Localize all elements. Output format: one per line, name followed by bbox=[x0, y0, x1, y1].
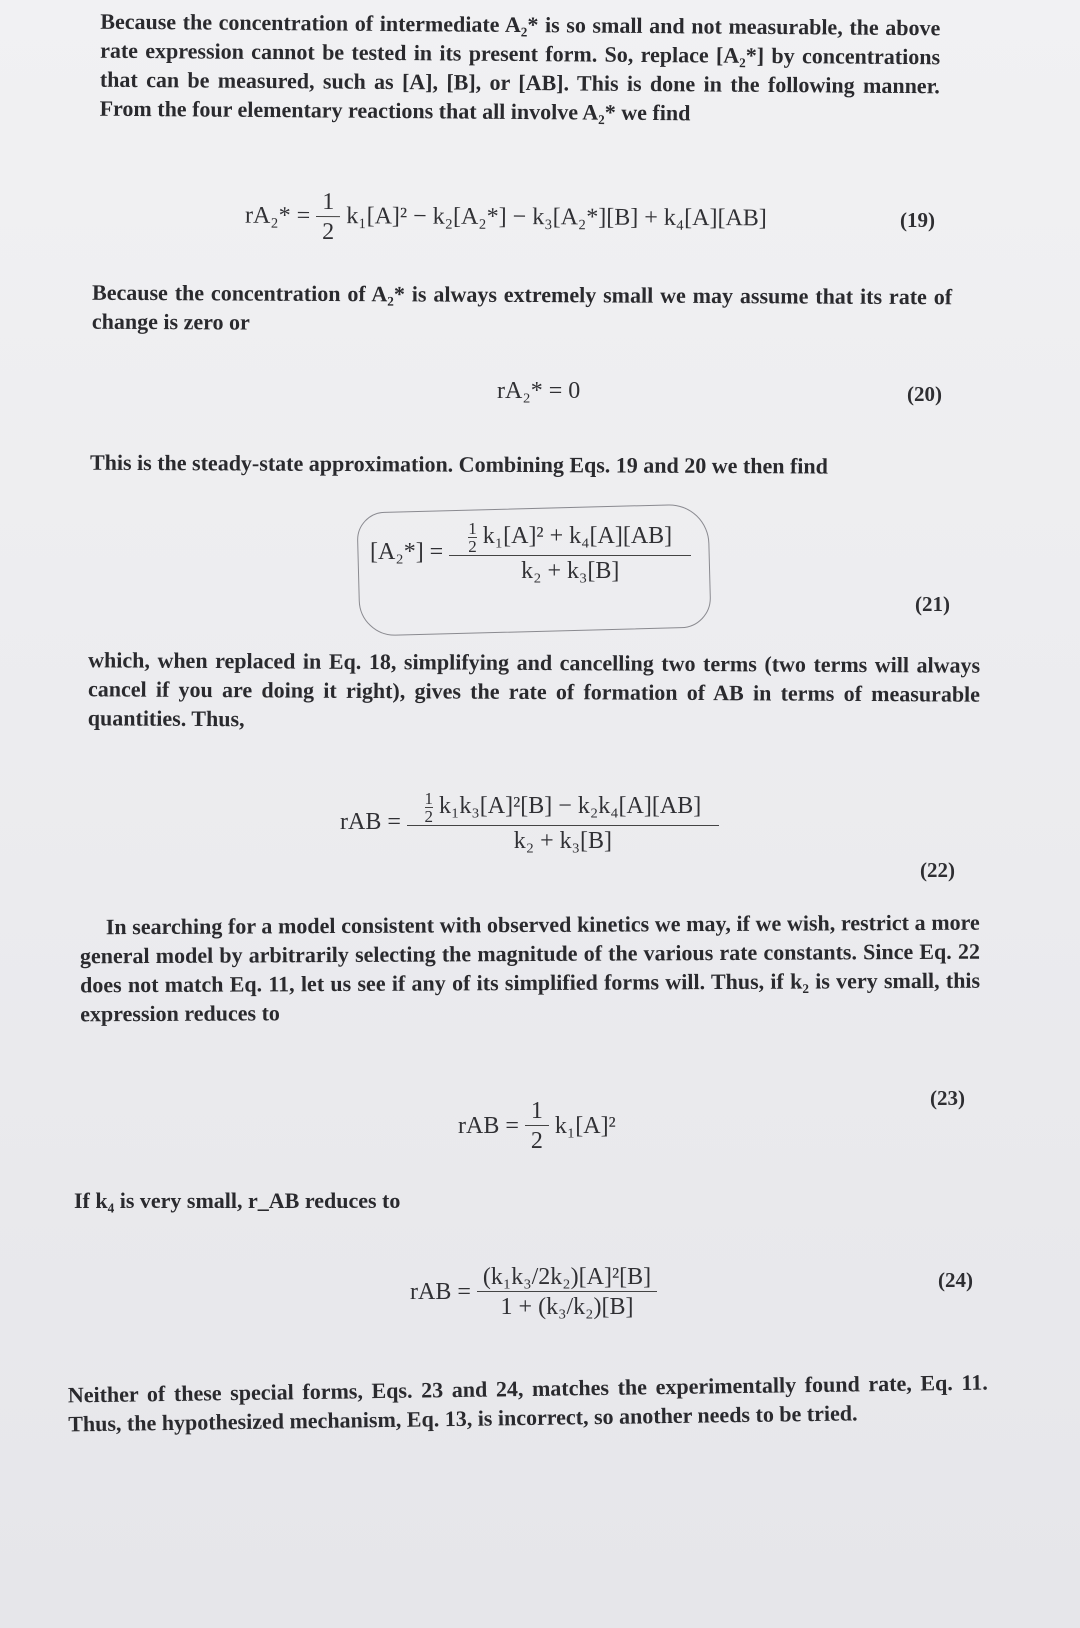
eq20-number: (20) bbox=[907, 382, 942, 406]
equation-19 bbox=[245, 189, 767, 249]
eq21-half: $\frac{1}{2}$ bbox=[468, 519, 477, 556]
eq24-number: (24) bbox=[938, 1268, 973, 1292]
eq22-numerator: k₁k₃[A]²[B] − k₂k₄[A][AB] bbox=[439, 793, 702, 820]
paragraph-steady-state: This is the steady-state approximation. Combining Eqs. 19 and 20 we then find bbox=[89, 449, 828, 479]
eq19-rhs: k₁[A]² − k₂[A₂*] − k₃[A₂*][B] + k₄[A][AB] bbox=[346, 203, 767, 232]
eq24-denominator: 1 + (k₃/k₂)[B] bbox=[477, 1291, 657, 1321]
eq23-number: (23) bbox=[930, 1086, 965, 1110]
eq22-fraction bbox=[407, 790, 719, 855]
eq21-numerator: k₁[A]² + k₄[A][AB] bbox=[482, 523, 673, 550]
eq19-lhs: rA₂* = bbox=[244, 202, 311, 229]
paragraph-intro: Because the concentration of intermediate A₂* is so small and not measurable, the above rate expression cannot be tested in its present form. So, replace [A₂*] by concentrations that can be measured, such as [A], [B], or [AB]. This is done in the following manner. From the four elementary reactions that all involve A₂* we find bbox=[99, 8, 941, 126]
paragraph-replacement: which, when replaced in Eq. 18, simplifying and cancelling two terms (two terms will always cancel if you are doing it right), gives the rate of formation of AB in terms of measurable quantities. Thus, bbox=[87, 647, 981, 732]
eq24-fraction bbox=[477, 1264, 657, 1321]
eq22-lhs: rAB = bbox=[340, 809, 401, 835]
equation-24 bbox=[410, 1264, 657, 1321]
eq22-half: $\frac{1}{2}$ bbox=[424, 789, 434, 826]
eq19-number: (19) bbox=[900, 208, 935, 232]
eq22-number: (22) bbox=[920, 858, 955, 882]
equation-22 bbox=[340, 790, 719, 855]
eq21-denominator: k₂ + k₃[B] bbox=[449, 555, 691, 585]
paragraph-conclusion: Neither of these special forms, Eqs. 23 and 24, matches the experimentally found rate, Eq. 11. Thus, the hypothesized mechanism, Eq. 13, is incorrect, so another needs to be tried. bbox=[67, 1369, 988, 1437]
eq23-rhs: k₁[A]² bbox=[554, 1113, 616, 1139]
eq23-lhs: rAB = bbox=[458, 1113, 519, 1139]
equation-21 bbox=[370, 520, 691, 585]
paragraph-model-search: In searching for a model consistent with observed kinetics we may, if we wish, restrict a more general model by arbitrarily selecting the magnitude of the various rate constants. Since Eq. 22 does not match Eq. 11, let us see if any of its simplified forms will. Thus, if k₂ is very small, this expression reduces to bbox=[79, 909, 981, 1027]
eq21-lhs: [A₂*] = bbox=[370, 539, 444, 565]
eq21-number: (21) bbox=[915, 592, 950, 616]
equation-23 bbox=[458, 1098, 616, 1155]
eq21-fraction bbox=[449, 520, 691, 585]
eq24-lhs: rAB = bbox=[410, 1279, 471, 1305]
eq23-half: $\frac{1}{2}$ bbox=[525, 1098, 549, 1155]
eq19-half: $\frac{1}{2}$ bbox=[316, 189, 340, 246]
paragraph-k4-small: If k₄ is very small, r_AB reduces to bbox=[74, 1188, 401, 1213]
eq24-numerator: (k₁k₃/2k₂)[A]²[B] bbox=[482, 1264, 652, 1290]
paragraph-rate-change: Because the concentration of A₂* is always extremely small we may assume that its rate of change is zero or bbox=[91, 279, 953, 335]
eq22-denominator: k₂ + k₃[B] bbox=[407, 825, 719, 855]
equation-20: rA₂* = 0 bbox=[497, 378, 581, 404]
